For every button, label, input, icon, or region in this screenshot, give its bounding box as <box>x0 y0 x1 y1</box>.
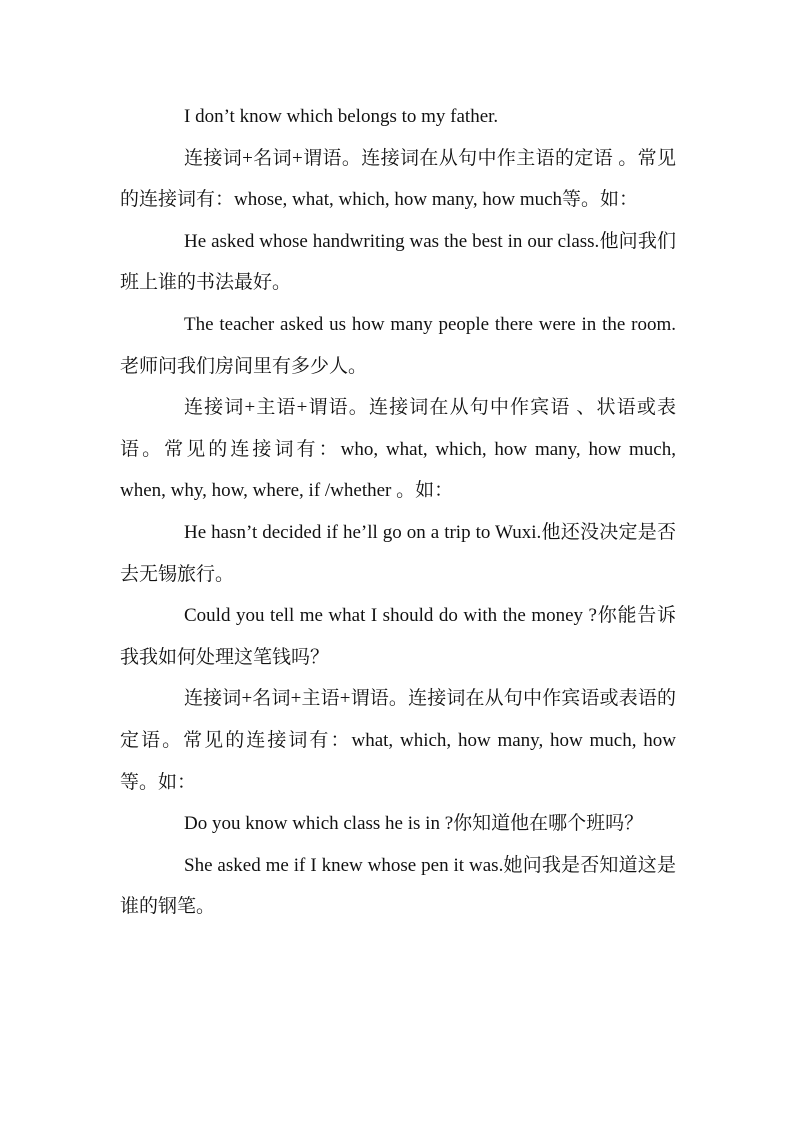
paragraph-rule-noun-predicate: 连接词+名词+谓语。连接词在从句中作主语的定语 。常见的连接词有：whose, what, which, how many, how much等。如： <box>120 147 676 211</box>
document-body <box>120 96 676 928</box>
paragraph-example-which-belongs: I don’t know which belongs to my father. <box>184 106 499 127</box>
paragraph-rule-subject-predicate: 连接词+主语+谓语。连接词在从句中作宾语 、状语或表语。常见的连接词有：who, what, which, how many, how much, when, why, how, where, if /whether 。如： <box>120 397 676 502</box>
paragraph-rule-noun-subject-predicate: 连接词+名词+主语+谓语。连接词在从句中作宾语或表语的定语。常见的连接词有：what, which, how many, how much, how 等。如： <box>120 688 676 793</box>
paragraph-example-money: Could you tell me what I should do with the money ?你能告诉我我如何处理这笔钱吗？ <box>120 605 676 668</box>
paragraph-example-trip-wuxi: He hasn’t decided if he’ll go on a trip to Wuxi.他还没决定是否去无锡旅行。 <box>120 521 676 585</box>
paragraph-example-handwriting: He asked whose handwriting was the best in our class.他问我们班上谁的书法最好。 <box>120 230 676 294</box>
paragraph-example-how-many-people: The teacher asked us how many people there were in the room.老师问我们房间里有多少人。 <box>120 313 676 377</box>
paragraph-example-whose-pen: She asked me if I knew whose pen it was.她问我是否知道这是谁的钢笔。 <box>120 854 676 918</box>
paragraph-example-which-class: Do you know which class he is in ?你知道他在哪个班吗？ <box>184 813 644 835</box>
